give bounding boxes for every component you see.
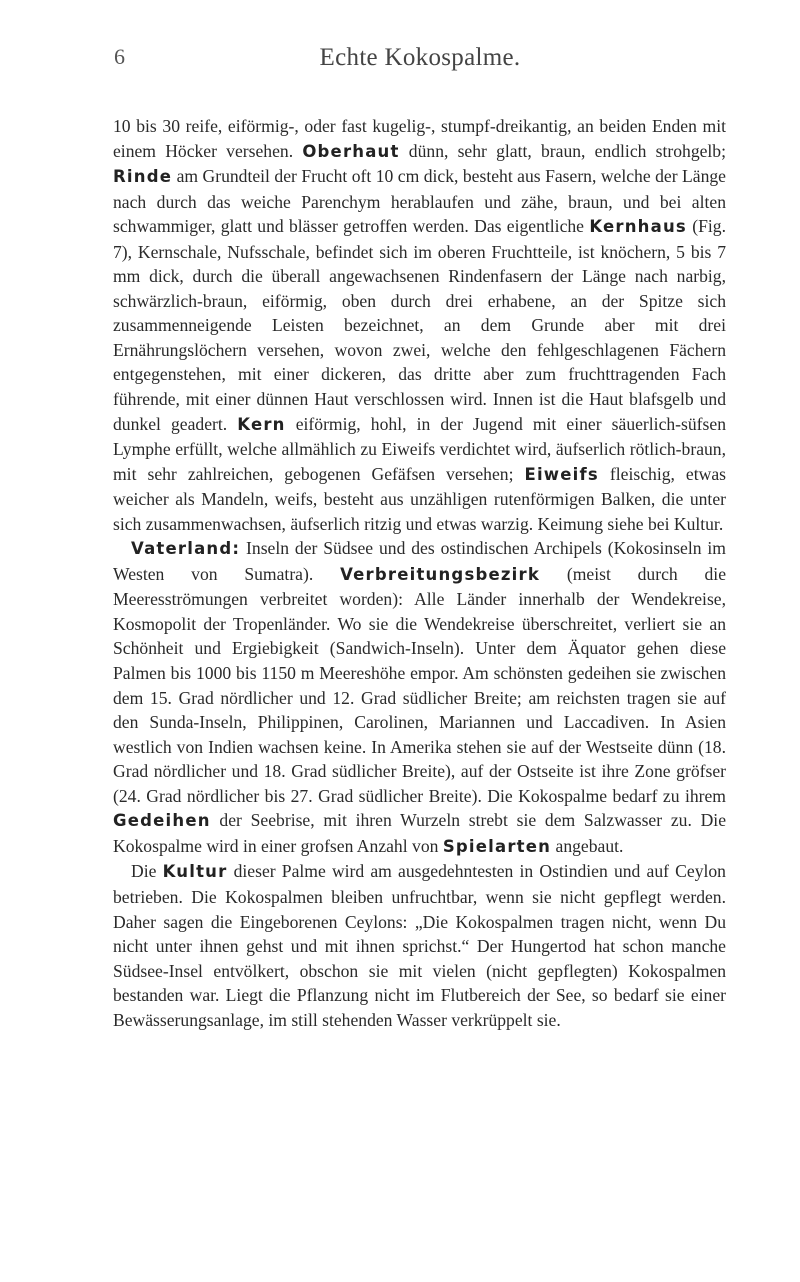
page-header: [114, 44, 726, 84]
text-span: (meist durch die Meeresströmungen verbreitet worden): Alle Länder innerhalb der Wendekreise, Kosmopolit der Tropenländer. Wo sie die Wendekreise überschreitet, verliert sie an Schönheit und Ergiebigkeit (Sandwich-Inseln). Unter dem Äquator gehen diese Palmen bis 1000 bis 1150 m Meereshöhe empor. Am schönsten gedeihen sie zwischen dem 15. Grad nördlicher und 12. Grad südlicher Breite; am reichsten tragen sie auf den Sunda-Inseln, Philippinen, Carolinen, Mariannen und Laccadiven. In Asien westlich von Indien wachsen keine. In Amerika stehen sie auf der Westseite dünn (18. Grad nördlicher und 18. Grad südlicher Breite), auf der Ostseite ist ihre Zone gröfser (24. Grad nördlicher bis 27. Grad südlicher Breite). Die Kokospalme bedarf zu ihrem: [113, 563, 726, 806]
keyword-rinde: Rinde: [113, 167, 173, 187]
keyword-kernhaus: Kernhaus: [589, 217, 687, 237]
text-span: dieser Palme wird am ausgedehntesten in Ostindien und auf Ceylon betrieben. Die Kokospalmen bleiben unfruchtbar, wenn sie nicht gepflegt werden. Daher sagen die Eingeborenen Ceylons: „Die Kokospalmen tragen nicht, wenn Du nicht unter ihnen gehst und mit ihnen sprichst.“ Der Hungertod hat schon manche Südsee-Insel entvölkert, obschon sie mit vielen (nicht gepflegten) Kokospalmen bestanden war. Liegt die Pflanzung nicht im Flutbereich der See, so bedarf sie einer Bewässerungsanlage, im still stehenden Wasser verkrüppelt sie.: [113, 861, 726, 1030]
text-span: eiförmig, hohl, in der Jugend mit einer säuerlich-süfsen Lymphe erfüllt, welche allmählich zu Eiweifs verdichtet wird, äufserlich rötlich-braun, mit sehr zahlreichen, gebogenen Gefäfsen versehen;: [113, 413, 726, 484]
page-number: 6: [114, 44, 125, 69]
text-span: 10 bis 30 reife, eiförmig-, oder fast kugelig-, stumpf-dreikantig, an beiden Enden mit einem Höcker versehen.: [113, 116, 726, 161]
text-span: der Seebrise, mit ihren Wurzeln strebt sie dem Salzwasser zu. Die Kokospalme wird in einer grofsen Anzahl von: [113, 810, 726, 856]
keyword-kern: Kern: [237, 414, 286, 434]
text-span: dünn, sehr glatt, braun, endlich strohgelb;: [399, 140, 726, 161]
keyword-verbreitungsbezirk: Verbreitungsbezirk: [340, 564, 541, 584]
keyword-kultur: Kultur: [162, 862, 228, 882]
text-span: fleischig, etwas weicher als Mandeln, weifs, besteht aus unzähligen rutenförmigen Balken, die unter sich zusammenwachsen, äufserlich ritzig und etwas warzig. Keimung siehe bei Kultur.: [113, 463, 726, 534]
keyword-gedeihen: Gedeihen: [113, 811, 211, 831]
keyword-eiweifs: Eiweifs: [524, 464, 599, 484]
body-text: [113, 114, 726, 1032]
text-span: angebaut.: [551, 835, 624, 856]
paragraph-distribution: [113, 536, 726, 859]
paragraph-fruit-description: [113, 114, 726, 536]
keyword-vaterland: Vaterland:: [131, 539, 241, 559]
text-span: (Fig. 7), Kernschale, Nufsschale, befindet sich im oberen Fruchtteile, ist knöchern, 5 bis 7 mm dick, durch die überall angewachsenen Rindenfasern der Länge nach narbig, schwärzlich-braun, eiförmig, oben durch drei erhabene, an der Spitze sich zusammenneigende Leisten bezeichnet, an dem Grunde aber mit drei Ernährungslöchern versehen, wovon zwei, welche den fehlgeschlagenen Fächern entgegenstehen, mit einer dickeren, das dritte aber zum fruchttragenden Fach führende, mit einer dünnen Haut verschlossen wird. Innen ist die Haut blafsgelb und dunkel geadert.: [113, 216, 726, 434]
keyword-spielarten: Spielarten: [442, 836, 552, 856]
text-span: Die: [131, 861, 163, 882]
running-title: Echte Kokospalme.: [319, 44, 521, 71]
text-span: Inseln der Südsee und des ostindischen Archipels (Kokosinseln im Westen von Sumatra).: [113, 538, 726, 584]
keyword-oberhaut: Oberhaut: [302, 141, 400, 161]
text-span: am Grundteil der Frucht oft 10 cm dick, besteht aus Fasern, welche der Länge nach durch das weiche Parenchym herablaufen und zähe, braun, und bei alten schwammiger, glatt und blässer getroffen werden. Das eigentliche: [113, 166, 726, 237]
paragraph-cultivation: [113, 859, 726, 1032]
